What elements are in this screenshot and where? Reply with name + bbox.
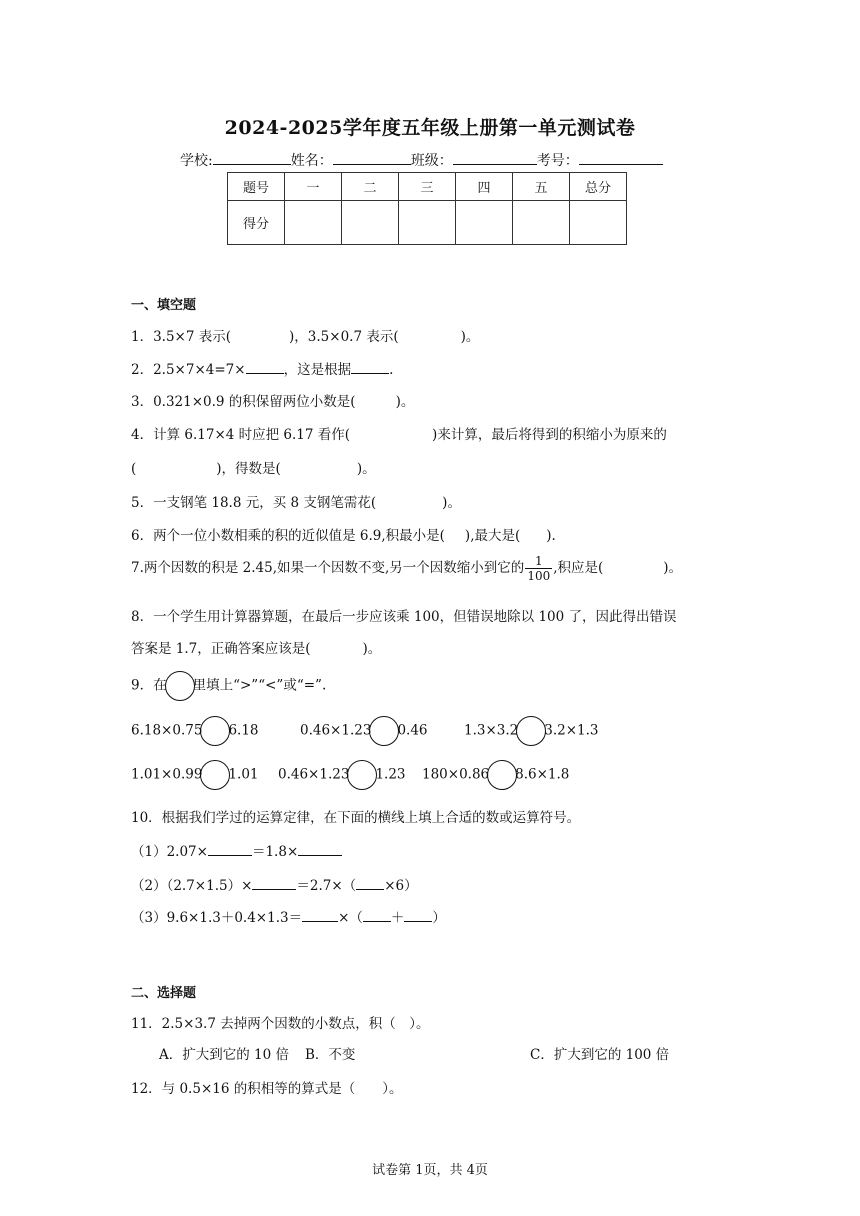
q9-left-expression: 180×0.86 xyxy=(422,766,490,783)
q10-p2-blank-2[interactable] xyxy=(356,876,384,890)
q7-fraction-numerator: 1 xyxy=(525,554,552,569)
question-6 xyxy=(131,524,556,544)
question-10-part-2 xyxy=(131,874,418,894)
q9-compare-circle[interactable] xyxy=(487,760,517,790)
q9-compare-circle[interactable] xyxy=(347,760,377,790)
q4-part-b: )来计算，最后将得到的积缩小为原来的 xyxy=(432,427,667,443)
q9-right-expression: 6.18 xyxy=(228,722,259,739)
question-10-stem: 10．根据我们学过的运算定律，在下面的横线上填上合适的数或运算符号。 xyxy=(131,810,581,826)
score-cell[interactable] xyxy=(399,201,456,245)
score-header-cell: 一 xyxy=(285,173,342,201)
q9-left-expression: 1.3×3.2 xyxy=(464,722,519,739)
q9-part-b: 里填上“>”“<”或“=”. xyxy=(192,677,327,694)
q9-right-expression: 8.6×1.8 xyxy=(515,766,570,783)
q3-part-a: 3．0.321×0.9 的积保留两位小数是( xyxy=(131,394,356,410)
q10-p3-blank-3[interactable] xyxy=(404,908,432,922)
q11-option-a[interactable]: A．扩大到它的 10 倍 xyxy=(159,1047,290,1063)
q9-row-1-item-2 xyxy=(300,716,428,746)
q9-row-2-item-2 xyxy=(278,760,406,790)
score-header-cell: 四 xyxy=(456,173,513,201)
q10-p3-a: （3）9.6×1.3＋0.4×1.3＝ xyxy=(131,910,303,926)
question-2 xyxy=(131,358,393,378)
section-choice-title: 二、选择题 xyxy=(131,986,197,1001)
q10-p2-a: （2）（2.7×1.5）× xyxy=(131,878,253,894)
score-row-label: 得分 xyxy=(228,201,285,245)
score-table xyxy=(227,172,627,245)
q10-p3-blank-1[interactable] xyxy=(302,908,338,922)
q6-part-b: ),最大是( xyxy=(464,528,521,544)
score-cell[interactable] xyxy=(285,201,342,245)
page-title: 2024-2025学年度五年级上册第一单元测试卷 xyxy=(224,117,636,139)
q11-option-b[interactable]: B．不变 xyxy=(305,1047,356,1063)
score-header-cell: 五 xyxy=(513,173,570,201)
question-12-stem: 12．与 0.5×16 的积相等的算式是（ ）。 xyxy=(131,1081,403,1097)
question-9-stem xyxy=(131,671,326,701)
q10-p2-c: ×6） xyxy=(384,878,418,894)
question-4-line-2 xyxy=(131,457,376,477)
question-7 xyxy=(131,554,682,583)
question-3 xyxy=(131,390,414,410)
q9-compare-circle[interactable] xyxy=(200,716,230,746)
q9-row-2-item-3 xyxy=(422,760,569,790)
question-1 xyxy=(131,325,479,345)
q7-part-a: 7.两个因数的积是 2.45,如果一个因数不变,另一个因数缩小到它的 xyxy=(131,560,525,576)
q4-part-a: 4．计算 6.17×4 时应把 6.17 看作( xyxy=(131,427,351,443)
question-10-part-1 xyxy=(131,840,342,860)
score-cell[interactable] xyxy=(513,201,570,245)
q2-part-c: . xyxy=(389,362,394,378)
q1-part-a: 1．3.5×7 表示( xyxy=(131,329,232,345)
q1-part-c: )。 xyxy=(460,329,480,345)
q8-part-b: 答案是 1.7，正确答案应该是( xyxy=(131,641,311,657)
q6-part-c: ). xyxy=(546,528,556,544)
section-fill-in-title: 一、填空题 xyxy=(131,298,197,313)
q9-row-1-item-3 xyxy=(464,716,599,746)
q2-part-a: 2．2.5×7×4=7× xyxy=(131,362,246,378)
q8-part-c: )。 xyxy=(362,641,382,657)
q4-part-d: )，得数是( xyxy=(216,461,281,477)
q10-p1-a: （1）2.07× xyxy=(131,844,208,860)
q10-p1-b: ＝1.8× xyxy=(251,844,299,860)
class-label: 班级： xyxy=(410,153,453,169)
q11-option-c[interactable]: C．扩大到它的 100 倍 xyxy=(530,1047,670,1063)
school-blank[interactable] xyxy=(213,150,291,165)
q1-part-b: )，3.5×0.7 表示( xyxy=(289,329,399,345)
score-header-cell: 三 xyxy=(399,173,456,201)
q7-part-b: ,积应是( xyxy=(553,560,604,576)
q9-right-expression: 3.2×1.3 xyxy=(544,722,599,739)
name-blank[interactable] xyxy=(333,150,411,165)
q9-row-1-item-1 xyxy=(131,716,259,746)
q9-part-a: 9．在 xyxy=(131,677,167,694)
q10-p1-blank-1[interactable] xyxy=(208,842,252,856)
q9-row-2-item-1 xyxy=(131,760,259,790)
q10-p2-b: ＝2.7×（ xyxy=(296,878,357,894)
q9-compare-circle[interactable] xyxy=(200,760,230,790)
question-8-line-1 xyxy=(131,605,677,625)
q9-example-circle xyxy=(165,671,195,701)
q2-blank-2[interactable] xyxy=(351,360,389,374)
q10-p3-b: ×（ xyxy=(338,910,363,926)
q3-part-b: )。 xyxy=(395,394,415,410)
name-label: 姓名： xyxy=(290,153,333,169)
question-11-stem: 11．2.5×3.7 去掉两个因数的小数点，积（ ）。 xyxy=(131,1016,430,1032)
score-header-cell: 题号 xyxy=(228,173,285,201)
question-4-line-1 xyxy=(131,423,667,443)
question-5 xyxy=(131,491,461,511)
exam-no-label: 考号： xyxy=(536,153,579,169)
q5-part-a: 5．一支钢笔 18.8 元，买 8 支钢笔需花( xyxy=(131,495,377,511)
student-info-line xyxy=(180,150,663,170)
score-header-cell: 总分 xyxy=(570,173,627,201)
score-table-header-row xyxy=(228,173,627,201)
q4-part-c: ( xyxy=(131,461,137,477)
q7-fraction-denominator: 100 xyxy=(527,569,551,583)
q9-left-expression: 1.01×0.99 xyxy=(131,766,203,783)
q9-left-expression: 6.18×0.75 xyxy=(131,722,203,739)
q10-p3-c: ＋ xyxy=(390,910,405,926)
q7-fraction xyxy=(525,554,552,583)
q9-right-expression: 1.23 xyxy=(375,766,406,783)
question-8-line-2 xyxy=(131,637,381,657)
score-cell[interactable] xyxy=(342,201,399,245)
q9-compare-circle[interactable] xyxy=(516,716,546,746)
q5-part-b: )。 xyxy=(442,495,461,511)
q7-part-c: )。 xyxy=(663,560,683,576)
score-cell[interactable] xyxy=(570,201,627,245)
score-header-cell: 二 xyxy=(342,173,399,201)
q9-right-expression: 1.01 xyxy=(228,766,259,783)
q8-part-a: 8．一个学生用计算器算题，在最后一步应该乘 100，但错误地除以 100 了，因此得出错误 xyxy=(131,609,677,625)
score-cell[interactable] xyxy=(456,201,513,245)
class-blank[interactable] xyxy=(453,150,537,165)
q4-part-e: )。 xyxy=(356,461,376,477)
q10-p2-blank-1[interactable] xyxy=(252,876,296,890)
page-footer: 试卷第 1页，共 4页 xyxy=(372,1163,488,1178)
q2-part-b: ，这是根据 xyxy=(283,362,352,378)
question-10-part-3 xyxy=(131,906,446,926)
q10-p3-d: ） xyxy=(432,910,446,926)
q9-left-expression: 0.46×1.23 xyxy=(278,766,350,783)
q9-right-expression: 0.46 xyxy=(397,722,428,739)
q9-compare-circle[interactable] xyxy=(369,716,399,746)
score-table-score-row xyxy=(228,201,627,245)
school-label: 学校: xyxy=(180,153,213,169)
q6-part-a: 6．两个一位小数相乘的积的近似值是 6.9,积最小是( xyxy=(131,528,445,544)
q10-p3-blank-2[interactable] xyxy=(363,908,391,922)
exam-no-blank[interactable] xyxy=(579,150,663,165)
q9-left-expression: 0.46×1.23 xyxy=(300,722,372,739)
q2-blank-1[interactable] xyxy=(246,360,284,374)
q10-p1-blank-2[interactable] xyxy=(298,842,342,856)
